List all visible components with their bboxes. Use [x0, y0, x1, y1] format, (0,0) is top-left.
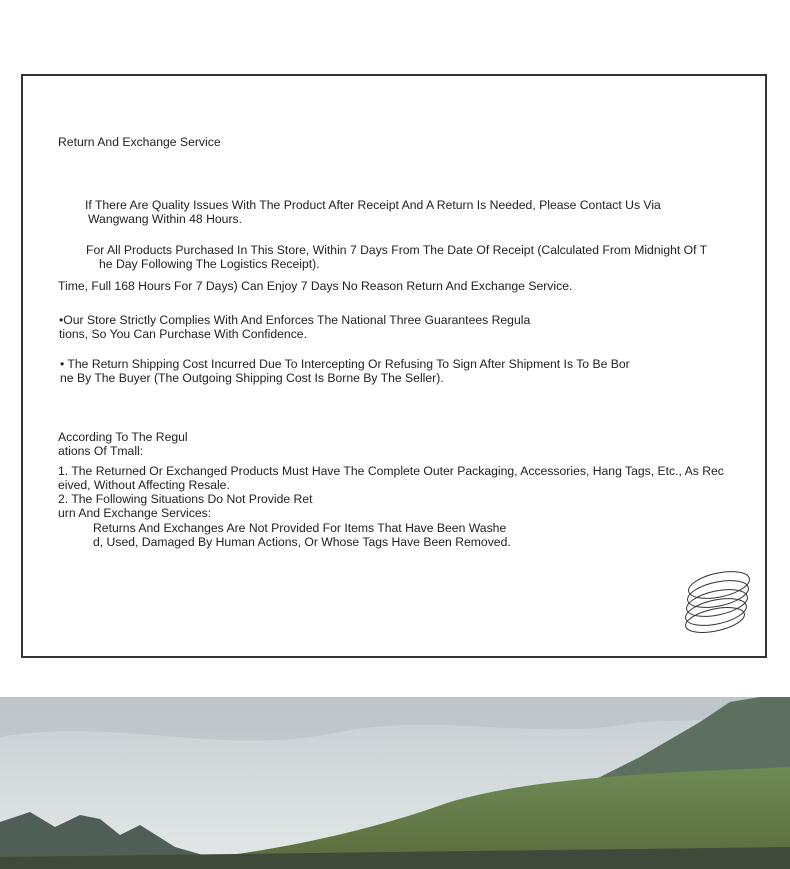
rule-2-line2: urn And Exchange Services:	[58, 506, 212, 520]
shipping-cost-text-line2: ne By The Buyer (The Outgoing Shipping Cost Is Borne By The Seller).	[60, 371, 444, 385]
guarantee-text-line2: tions, So You Can Purchase With Confidence.	[59, 327, 307, 341]
seven-day-text-line1: For All Products Purchased In This Store, Within 7 Days From The Date Of Receipt (Calculated From Midnight Of T	[86, 243, 708, 257]
quality-issue-text-line2: Wangwang Within 48 Hours.	[88, 212, 242, 226]
rule-2-line1: 2. The Following Situations Do Not Provide Ret	[58, 492, 313, 506]
quality-issue-text-line1: If There Are Quality Issues With The Product After Receipt And A Return Is Needed, Please Contact Us Via	[85, 198, 661, 212]
seven-day-text-line2: he Day Following The Logistics Receipt).	[99, 257, 320, 271]
return-policy-panel	[21, 74, 767, 658]
interlocking-rings-icon	[685, 568, 753, 634]
regulations-title-line2: ations Of Tmall:	[58, 444, 144, 458]
mountain-landscape-image	[0, 697, 790, 869]
policy-heading: Return And Exchange Service	[58, 135, 221, 149]
shipping-cost-text-line1: • The Return Shipping Cost Incurred Due To Intercepting Or Refusing To Sign After Shipment Is To Be Bor	[60, 357, 630, 371]
rule-1-line1: 1. The Returned Or Exchanged Products Must Have The Complete Outer Packaging, Accessories, Hang Tags, Etc., As Rec	[58, 464, 724, 478]
guarantee-text-line1: •Our Store Strictly Complies With And Enforces The National Three Guarantees Regula	[59, 313, 531, 327]
rule-2-detail-line1: Returns And Exchanges Are Not Provided For Items That Have Been Washe	[93, 521, 507, 535]
rule-1-line2: eived, Without Affecting Resale.	[58, 478, 230, 492]
regulations-title-line1: According To The Regul	[58, 430, 188, 444]
rule-2-detail-line2: d, Used, Damaged By Human Actions, Or Whose Tags Have Been Removed.	[93, 535, 511, 549]
seven-day-text-line3: Time, Full 168 Hours For 7 Days) Can Enjoy 7 Days No Reason Return And Exchange Service.	[58, 279, 573, 293]
